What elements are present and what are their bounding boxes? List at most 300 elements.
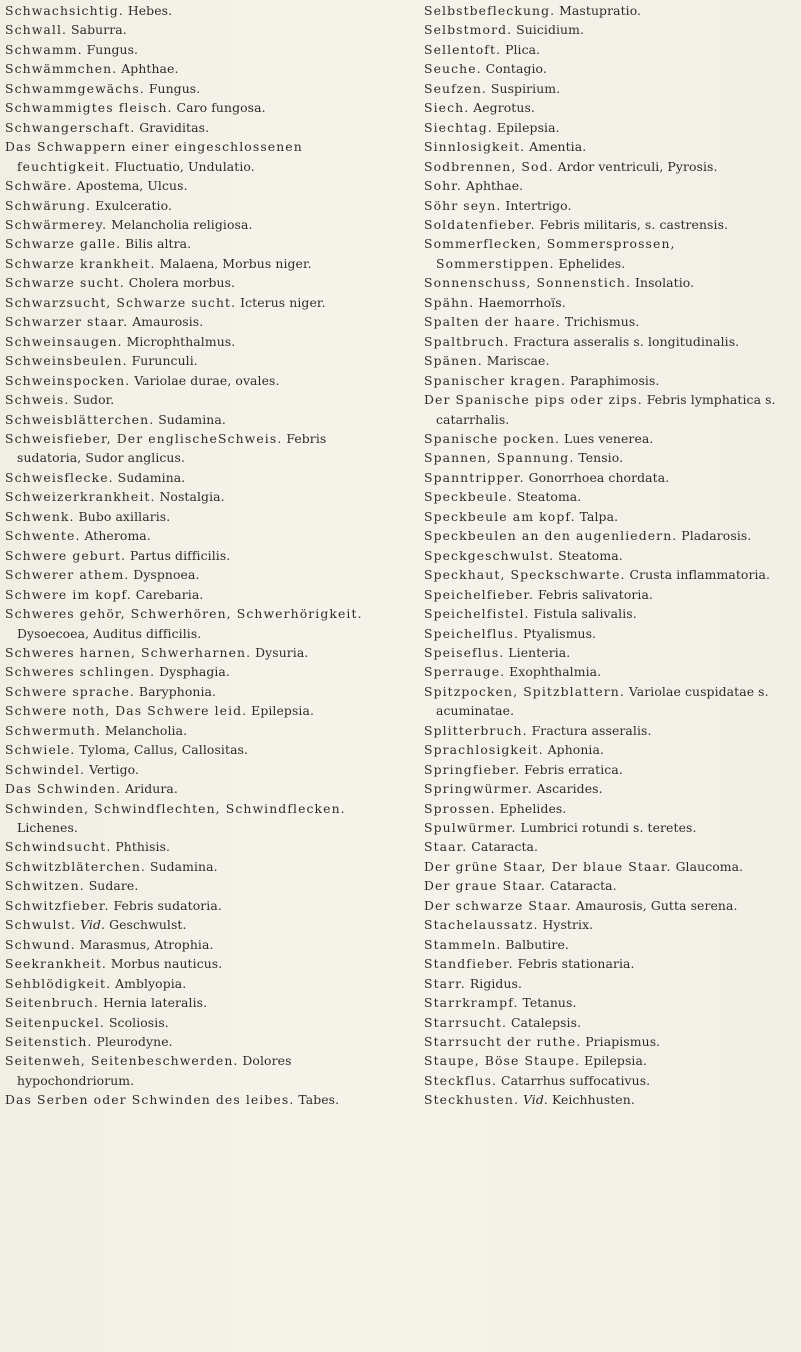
dictionary-entry [424,196,796,215]
latin-term: Contagio. [485,61,547,77]
german-term: Schwamm. [5,41,83,57]
latin-term: Mastupratio. [559,3,642,18]
dictionary-entry [424,429,796,448]
german-term: Seitenbruch. [5,995,99,1011]
german-term: Schwere geburt. [5,547,127,563]
dictionary-entry [5,79,393,98]
german-term: Starrsucht. [424,1014,507,1030]
german-term: Sodbrennen, Sod. [424,158,554,174]
latin-term: Febris lymphatica s. catarrhalis. [436,392,776,427]
german-term: Schwitzfieber. [5,897,110,913]
dictionary-entry [424,760,796,779]
latin-term [523,1092,635,1107]
latin-term: Carebaria. [135,586,204,602]
cross-reference-target: Keichhusten. [551,1092,635,1108]
latin-term: Lichenes. [17,820,78,836]
german-term: Spaltbruch. [424,333,510,349]
dictionary-entry [424,79,796,98]
dictionary-entry [5,585,393,604]
dictionary-entry [5,312,393,331]
dictionary-entry [424,779,796,798]
latin-term: Ascarides. [536,781,603,797]
latin-term: Scoliosis. [108,1014,169,1030]
dictionary-entry [424,682,796,721]
latin-term: Hernia lateralis. [102,995,208,1011]
german-term: Der Spanische pips oder zips. [424,392,643,408]
latin-term: Epilepsia. [496,119,560,135]
dictionary-entry [424,974,796,993]
dictionary-entry [424,312,796,331]
german-term: Springfieber. [424,761,521,777]
latin-term: Ephelides. [558,255,626,271]
german-term: Schwindsucht. [5,839,112,855]
german-term: Staupe, Böse Staupe. [424,1053,581,1069]
german-term: Der grüne Staar, Der blaue Staar. [424,858,672,874]
german-term: Staar. [424,839,468,855]
german-term: Speckbeule am kopf. [424,508,576,524]
german-term: Schwäre. [5,178,73,194]
latin-term: Aphthae. [465,178,524,194]
latin-term: Ardor ventriculi, Pyrosis. [557,158,718,174]
dictionary-entry [5,643,393,662]
german-term: Seuche. [424,61,482,77]
german-term: Schwärmerey. [5,216,108,232]
latin-term: Amentia. [529,139,587,155]
german-term: Siechtag. [424,119,493,135]
latin-term: Gonorrhoea chordata. [528,469,670,485]
latin-term: Plica. [505,41,541,57]
german-term: Speichelfistel. [424,606,530,622]
latin-term: Bubo axillaris. [78,508,171,524]
cross-reference-marker: Vid. [522,1092,548,1108]
dictionary-entry [5,176,393,195]
german-term: Sohr. [424,178,462,194]
dictionary-entry [5,837,393,856]
german-term: Schwere noth, Das Schwere leid. [5,703,248,719]
german-term: Der graue Staar. [424,878,546,894]
german-term: Schweres gehör, Schwerhören, Schwerhörigkeit. [5,606,363,622]
dictionary-entry [5,740,393,759]
dictionary-entry [424,1090,796,1109]
dictionary-entry [5,293,393,312]
german-term: Schwammigtes fleisch. [5,100,173,116]
dictionary-entry [424,507,796,526]
german-term: Schweis. [5,392,70,408]
latin-term: Febris erratica. [524,761,623,777]
german-term: Schwiele. [5,742,76,758]
latin-term: Exophthalmia. [509,664,602,680]
dictionary-entry [424,721,796,740]
latin-term: Dysuria. [255,644,309,660]
latin-term: Steatoma. [558,547,623,563]
dictionary-entry [5,1032,393,1051]
german-term: Starrsucht der ruthe. [424,1034,582,1050]
latin-term: Melancholia. [104,722,188,738]
dictionary-entry [5,390,393,409]
german-term: Schweisflecke. [5,469,114,485]
dictionary-entry [424,40,796,59]
latin-term: Aphonia. [547,742,604,758]
dictionary-entry [5,857,393,876]
dictionary-entry [424,662,796,681]
dictionary-entry [5,507,393,526]
latin-term: Apostema, Ulcus. [76,178,188,194]
german-term: Sprossen. [424,800,496,816]
german-term: Steckflus. [424,1072,498,1088]
latin-term: Malaena, Morbus niger. [159,255,312,271]
dictionary-entry [5,468,393,487]
latin-term: Sudamina. [158,411,226,427]
dictionary-entry [424,1051,796,1070]
latin-term: Ptyalismus. [523,625,597,641]
dictionary-entry [424,993,796,1012]
german-term: Schwarzer staar. [5,314,129,330]
german-term: Schwinden, Schwindflechten, Schwindflecken. [5,800,346,816]
german-term: Schwämmchen. [5,61,118,77]
german-term: Spänen. [424,353,483,369]
dictionary-entry [424,1013,796,1032]
latin-term: Nostalgia. [159,489,225,505]
german-term: Schwermuth. [5,722,101,738]
german-term: Schweinspocken. [5,372,131,388]
cross-reference-target: Geschwulst. [109,917,187,933]
german-term: Sehblödigkeit. [5,975,112,991]
dictionary-entry [424,546,796,565]
latin-term: Fluctuatio, Undulatio. [114,158,255,174]
dictionary-entry [424,857,796,876]
dictionary-entry [424,487,796,506]
dictionary-entry [5,779,393,798]
latin-term: Tensio. [578,450,624,466]
german-term: Schwachsichtig. [5,3,124,18]
latin-term: Bilis altra. [125,236,192,252]
latin-term: Amaurosis, Gutta serena. [575,897,738,913]
latin-term: Aegrotus. [473,100,535,116]
german-term: Schwarzsucht, Schwarze sucht. [5,294,237,310]
latin-term: Fungus. [148,80,201,96]
german-term: Seitenstich. [5,1034,93,1050]
german-term: Schweisblätterchen. [5,411,155,427]
latin-term: Lienteria. [508,644,571,660]
dictionary-entry [424,157,796,176]
latin-term: Pladarosis. [681,528,752,544]
latin-term: Febris sudatoria. [113,897,222,913]
german-term: Speiseflus. [424,644,505,660]
dictionary-entry [5,915,393,934]
latin-term: Ephelides. [499,800,567,816]
latin-term: Insolatio. [635,275,695,291]
german-term: Schweinsaugen. [5,333,123,349]
dictionary-entry [424,293,796,312]
latin-term: Epilepsia. [251,703,314,719]
dictionary-entry [5,993,393,1012]
dictionary-entry [424,351,796,370]
german-term: Sellentoft. [424,41,502,57]
latin-term: Trichismus. [564,314,640,330]
dictionary-entry [5,604,393,643]
german-term: Spanntripper. [424,469,525,485]
german-term: Schwund. [5,936,76,952]
dictionary-entry [424,98,796,117]
german-term: Selbstbefleckung. [424,3,556,18]
dictionary-entry [424,954,796,973]
dictionary-entry [424,1032,796,1051]
latin-term: Amblyopia. [115,975,187,991]
dictionary-entry [5,254,393,273]
german-term: Das Serben oder Schwinden des leibes. [5,1092,295,1108]
german-term: Schweres harnen, Schwerharnen. [5,644,252,660]
latin-term: Fractura asseralis. [531,722,652,738]
dictionary-entry [5,565,393,584]
latin-term: Cataracta. [471,839,539,855]
dictionary-entry [5,59,393,78]
dictionary-entry [5,487,393,506]
dictionary-entry [5,1013,393,1032]
latin-term: Fistula salivalis. [533,606,637,622]
latin-term: Vertigo. [89,761,139,777]
latin-term: Catarrhus suffocativus. [501,1072,651,1088]
latin-term: Graviditas. [139,119,210,135]
dictionary-entry [424,448,796,467]
latin-term: Dolores hypochondriorum. [17,1053,292,1088]
latin-term: Sudare. [88,878,139,894]
dictionary-entry [5,332,393,351]
german-term: Speckbeulen an den augenliedern. [424,528,678,544]
dictionary-entry [5,273,393,292]
latin-term: Furunculi. [131,353,198,369]
latin-term: Glaucoma. [675,858,744,874]
german-term: Spalten der haare. [424,314,561,330]
german-term: Schweinsbeulen. [5,353,128,369]
latin-term: Aphthae. [121,61,179,77]
dictionary-entry [424,935,796,954]
latin-term: Febris sudatoria, Sudor anglicus. [17,430,327,466]
german-term: Sinnlosigkeit. [424,139,526,155]
dictionary-entry [5,429,393,468]
dictionary-entry [5,954,393,973]
dictionary-entry [5,1090,393,1109]
german-term: Söhr seyn. [424,197,502,213]
german-term: Speichelflus. [424,625,520,641]
latin-term: Fractura asseralis s. longitudinalis. [513,333,740,349]
dictionary-entry [5,721,393,740]
latin-term: Amaurosis. [132,314,204,330]
german-term: Seufzen. [424,80,487,96]
dictionary-entry [5,760,393,779]
latin-term: Lues venerea. [564,430,654,446]
dictionary-entry [424,59,796,78]
german-term: Schweres schlingen. [5,664,156,680]
latin-term: Marasmus, Atrophia. [79,936,214,952]
dictionary-entry [5,40,393,59]
latin-term: Talpa. [579,508,619,524]
dictionary-entry [5,974,393,993]
german-term: Seitenpuckel. [5,1014,105,1030]
dictionary-entry [424,565,796,584]
latin-term: Febris militaris, s. castrensis. [539,216,729,232]
dictionary-entry [5,1,393,20]
latin-term: Pleurodyne. [96,1034,173,1050]
german-term: Schwarze sucht. [5,275,125,291]
latin-term [80,917,186,932]
dictionary-entry [424,799,796,818]
dictionary-entry [424,332,796,351]
dictionary-entry [424,740,796,759]
german-term: Spanischer kragen. [424,372,567,388]
latin-term: Balbutire. [505,936,569,952]
german-term: Speckgeschwulst. [424,547,555,563]
dictionary-entry [424,118,796,137]
german-term: Schwarze krankheit. [5,255,156,271]
latin-term: Partus difficilis. [130,547,231,563]
dictionary-entry [5,118,393,137]
latin-term: Phthisis. [115,839,171,855]
dictionary-entry [424,176,796,195]
german-term: Schwitzen. [5,878,85,894]
german-term: Das Schwappern einer eingeschlossenen feuchtigkeit. [5,139,303,174]
latin-term: Epilepsia. [584,1053,647,1069]
dictionary-entry [5,526,393,545]
dictionary-entry [5,234,393,253]
dictionary-entry [5,137,393,176]
german-term: Spitzpocken, Spitzblattern. [424,683,625,699]
dictionary-entry [424,604,796,623]
german-term: Schwere sprache. [5,683,135,699]
german-term: Starr. [424,975,466,991]
latin-term: Febris stationaria. [517,956,635,972]
dictionary-entry [5,546,393,565]
dictionary-entry [5,215,393,234]
german-term: Schweisfieber, Der englischeSchweis. [5,430,283,446]
dictionary-entry [424,234,796,273]
latin-term: Caro fungosa. [176,100,266,116]
dictionary-entry [5,662,393,681]
german-term: Spähn. [424,294,475,310]
dictionary-entry [424,20,796,39]
latin-term: Suspirium. [490,80,561,96]
latin-term: Cholera morbus. [128,275,236,291]
dictionary-entry [5,410,393,429]
latin-term: Dysphagia. [159,664,230,680]
german-term: Schwitzbläterchen. [5,858,146,874]
dictionary-entry [424,585,796,604]
dictionary-entry [5,799,393,838]
latin-term: Aridura. [125,781,178,797]
latin-term: Sudor. [73,392,115,408]
german-term: Seekrankheit. [5,956,107,972]
german-term: Das Schwinden. [5,781,122,797]
german-term: Seitenweh, Seitenbeschwerden. [5,1053,239,1069]
dictionary-entry [424,915,796,934]
latin-term: Tyloma, Callus, Callositas. [79,742,249,758]
latin-term: Exulceratio. [95,197,172,213]
latin-term: Dysoecoea, Auditus difficilis. [17,625,202,641]
latin-term: Lumbrici rotundi s. teretes. [520,820,697,836]
dictionary-entry [5,371,393,390]
dictionary-entry [5,701,393,720]
latin-term: Variolae cuspidatae s. acuminatae. [436,683,769,719]
dictionary-entry [5,196,393,215]
german-term: Speckhaut, Speckschwarte. [424,567,626,583]
german-term: Schwarze galle. [5,236,122,252]
dictionary-entry [424,215,796,234]
latin-term: Tetanus. [522,995,577,1011]
latin-term: Morbus nauticus. [110,956,223,972]
german-term: Schwindel. [5,761,86,777]
dictionary-entry [424,1071,796,1090]
german-term: Schwere im kopf. [5,586,132,602]
dictionary-entry [424,1,796,20]
german-term: Speckbeule. [424,489,513,505]
latin-term: Variolae durae, ovales. [134,372,280,388]
latin-term: Microphthalmus. [126,333,236,349]
german-term: Springwürmer. [424,781,533,797]
latin-term: Saburra. [71,22,127,38]
german-term: Schweizerkrankheit. [5,489,156,505]
latin-term: Fungus. [86,41,139,57]
dictionary-entry [424,818,796,837]
german-term: Sonnenschuss, Sonnenstich. [424,275,632,291]
german-term: Spanische pocken. [424,430,561,446]
latin-term: Sudamina. [117,469,186,485]
latin-term: Catalepsis. [510,1014,582,1030]
latin-term: Cataracta. [549,878,617,894]
german-term: Speichelfieber. [424,586,535,602]
german-term: Schwente. [5,528,81,544]
german-term: Sommerflecken, Sommersprossen, Sommerstippen. [424,236,676,271]
german-term: Schwangerschaft. [5,119,136,135]
dictionary-entry [5,876,393,895]
german-term: Splitterbruch. [424,722,528,738]
german-term: Stachelaussatz. [424,917,539,933]
latin-term: Priapismus. [585,1034,661,1050]
left-column [5,1,393,1110]
german-term: Soldatenfieber. [424,216,536,232]
dictionary-entry [424,837,796,856]
latin-term: Hebes. [127,3,173,18]
dictionary-entry [424,371,796,390]
dictionary-entry [5,351,393,370]
dictionary-entry [424,468,796,487]
german-term: Sprachlosigkeit. [424,742,544,758]
german-term: Schwulst. [5,917,77,933]
latin-term: Hystrix. [542,917,594,933]
dictionary-entry [424,624,796,643]
german-term: Spulwürmer. [424,820,517,836]
latin-term: Febris salivatoria. [538,586,654,602]
german-term: Schwerer athem. [5,567,130,583]
latin-term: Atheroma. [84,528,151,544]
dictionary-entry [424,896,796,915]
german-term: Schwall. [5,22,68,38]
latin-term: Sudamina. [149,858,218,874]
german-term: Sperrauge. [424,664,506,680]
dictionary-entry [5,20,393,39]
dictionary-entry [5,1051,393,1090]
dictionary-entry [424,526,796,545]
german-term: Standfieber. [424,956,514,972]
latin-term: Mariscae. [486,353,550,369]
latin-term: Suicidium. [516,22,585,38]
dictionary-entry [5,98,393,117]
dictionary-entry [424,273,796,292]
german-term: Schwärung. [5,197,92,213]
dictionary-entry [5,682,393,701]
dictionary-entry [424,643,796,662]
dictionary-entry [424,876,796,895]
dictionary-entry [424,390,796,429]
german-term: Steckhusten. [424,1092,519,1108]
